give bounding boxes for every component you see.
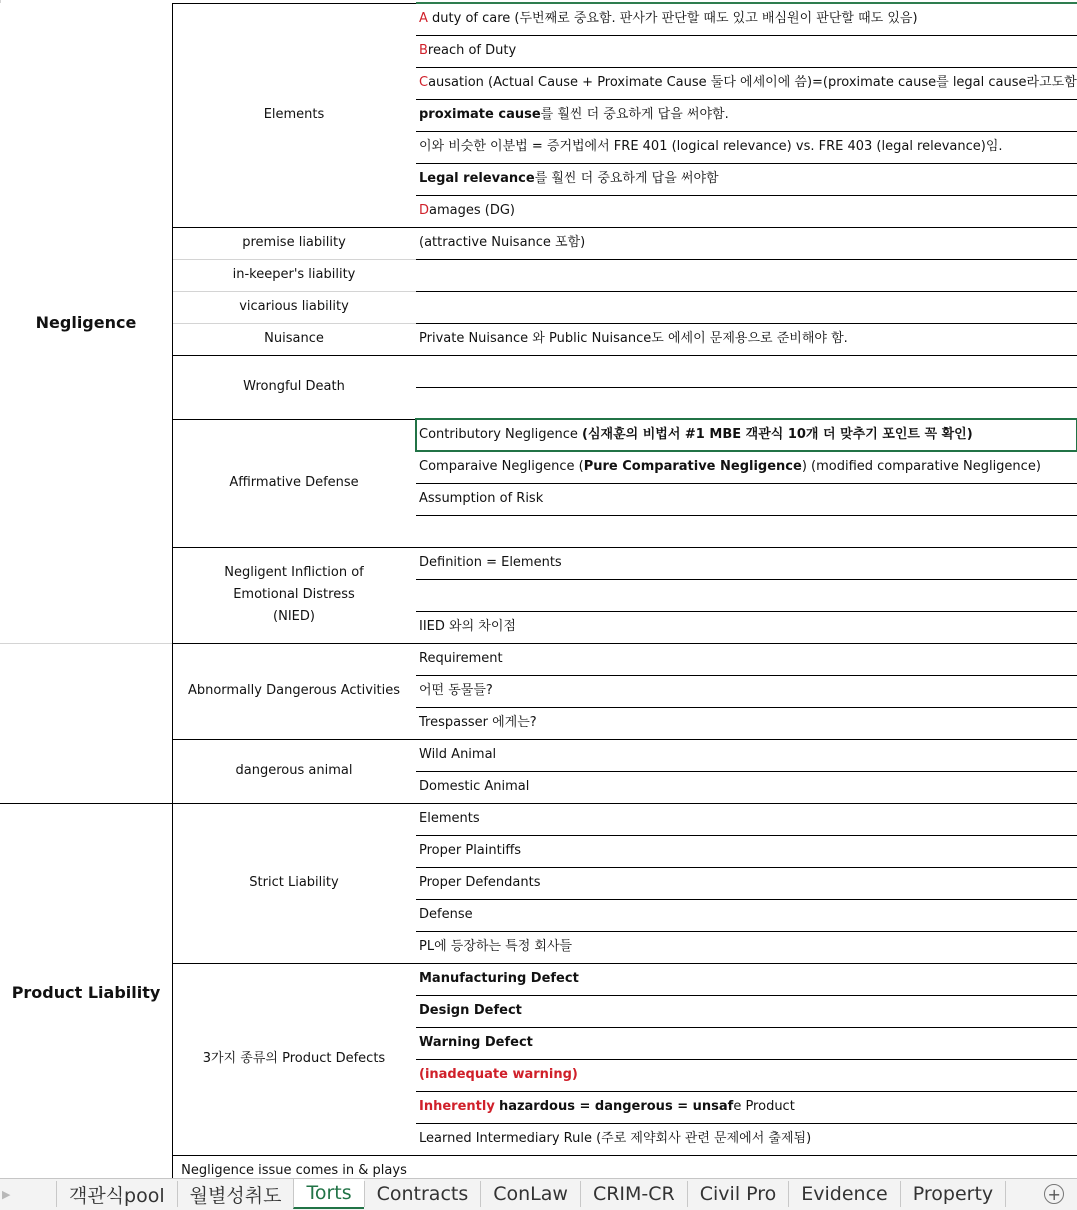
sheet-tab-bar bbox=[0, 1178, 1077, 1210]
note-cell[interactable] bbox=[416, 995, 1077, 1027]
row-divider bbox=[416, 867, 1077, 868]
topic-label: Wrongful Death bbox=[243, 379, 345, 394]
row-divider bbox=[0, 803, 172, 804]
row-divider bbox=[0, 643, 172, 644]
row-divider bbox=[416, 1027, 1077, 1028]
note-text: Trespasser 에게는? bbox=[419, 715, 537, 730]
topic-cell[interactable] bbox=[172, 355, 416, 419]
note-text: Elements bbox=[419, 811, 480, 826]
note-text: Definition = Elements bbox=[419, 555, 562, 570]
note-text: B bbox=[419, 43, 428, 58]
topic-label: Strict Liability bbox=[249, 875, 339, 890]
note-text: Assumption of Risk bbox=[419, 491, 544, 506]
note-text: (inadequate warning) bbox=[419, 1067, 578, 1082]
note-text: 를 훨씬 더 중요하게 답을 써야함 bbox=[534, 171, 719, 186]
topic-label: Elements bbox=[263, 107, 325, 122]
note-text: 어떤 동물들? bbox=[419, 683, 493, 698]
topic-cell[interactable] bbox=[172, 291, 416, 323]
row-divider bbox=[416, 515, 1077, 516]
topic-label: Negligent Infliction of Emotional Distress (NIED) bbox=[224, 565, 364, 624]
note-text: reach of Duty bbox=[427, 43, 517, 58]
note-cell[interactable] bbox=[416, 515, 1077, 547]
row-divider bbox=[172, 803, 416, 804]
note-text: Contributory Negligence bbox=[419, 427, 583, 442]
note-text: PL에 등장하는 특정 회사들 bbox=[419, 939, 573, 954]
topic-cell[interactable] bbox=[172, 547, 416, 643]
note-cell[interactable] bbox=[416, 259, 1077, 291]
row-divider bbox=[172, 419, 416, 420]
row-divider bbox=[416, 35, 1077, 36]
column-divider-ab bbox=[172, 3, 173, 1178]
note-cell[interactable] bbox=[416, 643, 1077, 675]
note-text: C bbox=[419, 75, 429, 90]
topic-cell[interactable] bbox=[172, 803, 416, 963]
note-text: (attractive Nuisance 포함) bbox=[419, 235, 586, 250]
note-text: Private Nuisance 와 Public Nuisance도 에세이 문제용으로 준비해야 함. bbox=[419, 331, 848, 346]
row-divider bbox=[416, 387, 1077, 388]
row-divider bbox=[416, 675, 1077, 676]
category-label: Product Liability bbox=[11, 983, 161, 1002]
row-divider bbox=[416, 483, 1077, 484]
note-text: hazardous = dangerous = unsaf bbox=[498, 1099, 734, 1114]
scroll-right-icon[interactable]: ▶ bbox=[2, 1188, 11, 1201]
row-divider bbox=[416, 643, 1077, 644]
note-cell[interactable] bbox=[416, 323, 1077, 355]
note-cell[interactable] bbox=[416, 3, 1077, 35]
topic-cell[interactable] bbox=[172, 739, 416, 803]
row-divider bbox=[416, 99, 1077, 100]
note-cell[interactable] bbox=[416, 451, 1077, 483]
category-cell[interactable] bbox=[0, 803, 172, 1183]
note-cell[interactable] bbox=[416, 867, 1077, 899]
sheet-tab-5[interactable]: CRIM-CR bbox=[580, 1181, 687, 1207]
row-divider bbox=[416, 131, 1077, 132]
row-divider bbox=[172, 227, 416, 228]
note-cell[interactable] bbox=[416, 771, 1077, 803]
topic-label: Nuisance bbox=[264, 331, 324, 346]
note-cell[interactable] bbox=[416, 35, 1077, 67]
plus-circle-icon[interactable]: + bbox=[1044, 1184, 1064, 1204]
note-text: Pure Comparative Negligence bbox=[583, 459, 802, 474]
row-divider bbox=[416, 707, 1077, 708]
note-text: duty of care (두번째로 중요함. 판사가 판단할 때도 있고 배심원이 판단할 때도 있음) bbox=[427, 11, 918, 26]
row-divider bbox=[416, 451, 1077, 452]
row-divider bbox=[416, 1091, 1077, 1092]
note-text: ausation (Actual Cause + Proximate Cause 둘다 에세이에 씀)=(proximate cause를 legal cause라고도함 bbox=[428, 75, 1077, 90]
row-divider bbox=[416, 963, 1077, 964]
category-cell[interactable] bbox=[0, 3, 172, 643]
row-divider bbox=[172, 259, 416, 260]
note-text: Learned Intermediary Rule (주로 제약회사 관련 문제에서 출제됨) bbox=[419, 1131, 812, 1146]
note-text: 를 훨씬 더 중요하게 답을 써야함. bbox=[540, 107, 729, 122]
note-text: Comparaive Negligence ( bbox=[419, 459, 584, 474]
row-divider bbox=[172, 3, 416, 4]
category-cell[interactable] bbox=[0, 643, 172, 803]
row-divider bbox=[416, 1155, 1077, 1156]
topic-cell[interactable] bbox=[172, 227, 416, 259]
note-text: 이와 비슷한 이분법 = 증거법에서 FRE 401 (logical relevance) vs. FRE 403 (legal relevance)임. bbox=[419, 139, 1003, 154]
topic-cell[interactable] bbox=[172, 643, 416, 739]
row-divider bbox=[416, 739, 1077, 740]
note-cell[interactable] bbox=[416, 579, 1077, 611]
note-cell[interactable] bbox=[416, 99, 1077, 131]
topic-label: dangerous animal bbox=[235, 763, 353, 778]
row-divider bbox=[416, 995, 1077, 996]
row-divider bbox=[416, 899, 1077, 900]
note-cell[interactable] bbox=[416, 227, 1077, 259]
sheet-tab-8[interactable]: Property bbox=[900, 1181, 1005, 1207]
sheet-tab-7[interactable]: Evidence bbox=[788, 1181, 899, 1207]
row-divider bbox=[416, 611, 1077, 612]
note-cell[interactable] bbox=[416, 387, 1077, 419]
note-cell[interactable] bbox=[416, 835, 1077, 867]
note-cell[interactable] bbox=[416, 483, 1077, 515]
sheet-tab-1[interactable]: 월별성취도 bbox=[177, 1181, 294, 1207]
note-text: Proper Defendants bbox=[419, 875, 541, 890]
row-divider bbox=[416, 291, 1077, 292]
note-text: Manufacturing Defect bbox=[419, 971, 579, 986]
note-cell[interactable] bbox=[416, 291, 1077, 323]
note-text: (심재훈의 비법서 #1 MBE 객관식 10개 더 맞추기 포인트 꼭 확인) bbox=[582, 427, 973, 442]
sheet-tab-2[interactable]: Torts bbox=[293, 1179, 363, 1209]
note-cell[interactable] bbox=[416, 707, 1077, 739]
topic-label: Abnormally Dangerous Activities bbox=[187, 683, 401, 698]
row-divider bbox=[416, 195, 1077, 196]
sheet-tab-6[interactable]: Civil Pro bbox=[687, 1181, 789, 1207]
selection-column-indicator bbox=[416, 2, 1077, 4]
note-text: Requirement bbox=[419, 651, 503, 666]
topic-label: vicarious liability bbox=[239, 299, 349, 314]
note-text: Design Defect bbox=[419, 1003, 522, 1018]
sheet-tab-3[interactable]: Contracts bbox=[364, 1181, 481, 1207]
note-text: A bbox=[419, 11, 428, 26]
row-divider bbox=[416, 163, 1077, 164]
note-cell[interactable] bbox=[416, 1091, 1077, 1123]
note-text: Legal relevance bbox=[419, 171, 535, 186]
row-divider bbox=[416, 547, 1077, 548]
row-divider bbox=[172, 1155, 416, 1156]
topic-cell[interactable] bbox=[172, 963, 416, 1155]
row-divider bbox=[416, 67, 1077, 68]
note-text: amages (DG) bbox=[429, 203, 515, 218]
row-divider bbox=[416, 323, 1077, 324]
note-text: Domestic Animal bbox=[419, 779, 530, 794]
sheet-tab-0[interactable]: 객관식pool bbox=[56, 1181, 177, 1207]
note-cell[interactable] bbox=[416, 1027, 1077, 1059]
tab-spacer bbox=[1005, 1181, 1044, 1207]
row-divider bbox=[416, 803, 1077, 804]
note-cell[interactable] bbox=[416, 1059, 1077, 1091]
row-divider bbox=[416, 227, 1077, 228]
row-divider bbox=[172, 643, 416, 644]
note-cell[interactable] bbox=[416, 611, 1077, 643]
topic-cell[interactable] bbox=[172, 3, 416, 227]
note-text: Wild Animal bbox=[419, 747, 497, 762]
topic-cell[interactable] bbox=[172, 419, 416, 547]
note-text: proximate cause bbox=[419, 107, 541, 122]
note-cell[interactable] bbox=[416, 131, 1077, 163]
row-divider bbox=[416, 1123, 1077, 1124]
row-divider bbox=[172, 963, 416, 964]
selected-cell[interactable] bbox=[416, 419, 1077, 451]
note-text: Warning Defect bbox=[419, 1035, 533, 1050]
note-cell[interactable] bbox=[416, 1123, 1077, 1155]
row-divider bbox=[416, 259, 1077, 260]
note-cell[interactable] bbox=[416, 963, 1077, 995]
note-cell[interactable] bbox=[416, 803, 1077, 835]
note-text: ) (modified comparative Negligence) bbox=[801, 459, 1041, 474]
topic-cell[interactable] bbox=[172, 259, 416, 291]
note-cell[interactable] bbox=[416, 355, 1077, 387]
note-text: D bbox=[419, 203, 430, 218]
topic-cell[interactable] bbox=[172, 323, 416, 355]
row-divider bbox=[416, 931, 1077, 932]
note-text: Inherently bbox=[419, 1099, 495, 1114]
note-text: Defense bbox=[419, 907, 473, 922]
row-divider bbox=[416, 1059, 1077, 1060]
note-cell[interactable] bbox=[416, 547, 1077, 579]
note-cell[interactable] bbox=[416, 931, 1077, 963]
row-divider bbox=[172, 323, 416, 324]
note-text: IIED 와의 차이점 bbox=[419, 619, 516, 634]
row-divider bbox=[416, 771, 1077, 772]
row-divider bbox=[172, 355, 416, 356]
row-divider bbox=[416, 835, 1077, 836]
topic-label: Affirmative Defense bbox=[229, 475, 359, 490]
note-text: Proper Plaintiffs bbox=[419, 843, 522, 858]
topic-label: premise liability bbox=[242, 235, 346, 250]
note-cell[interactable] bbox=[416, 195, 1077, 227]
note-cell[interactable] bbox=[416, 67, 1077, 99]
note-text: e Product bbox=[733, 1099, 795, 1114]
note-cell[interactable] bbox=[416, 899, 1077, 931]
topic-label: Negligence issue comes in & plays bbox=[181, 1163, 407, 1178]
topic-label: 3가지 종류의 Product Defects bbox=[202, 1051, 386, 1066]
row-divider bbox=[172, 739, 416, 740]
note-cell[interactable] bbox=[416, 675, 1077, 707]
row-divider bbox=[172, 291, 416, 292]
sheet-tab-4[interactable]: ConLaw bbox=[480, 1181, 580, 1207]
row-divider bbox=[172, 547, 416, 548]
row-divider bbox=[416, 355, 1077, 356]
row-divider bbox=[416, 579, 1077, 580]
category-label: Negligence bbox=[35, 313, 137, 332]
note-cell[interactable] bbox=[416, 163, 1077, 195]
topic-label: in-keeper's liability bbox=[232, 267, 356, 282]
note-cell[interactable] bbox=[416, 739, 1077, 771]
